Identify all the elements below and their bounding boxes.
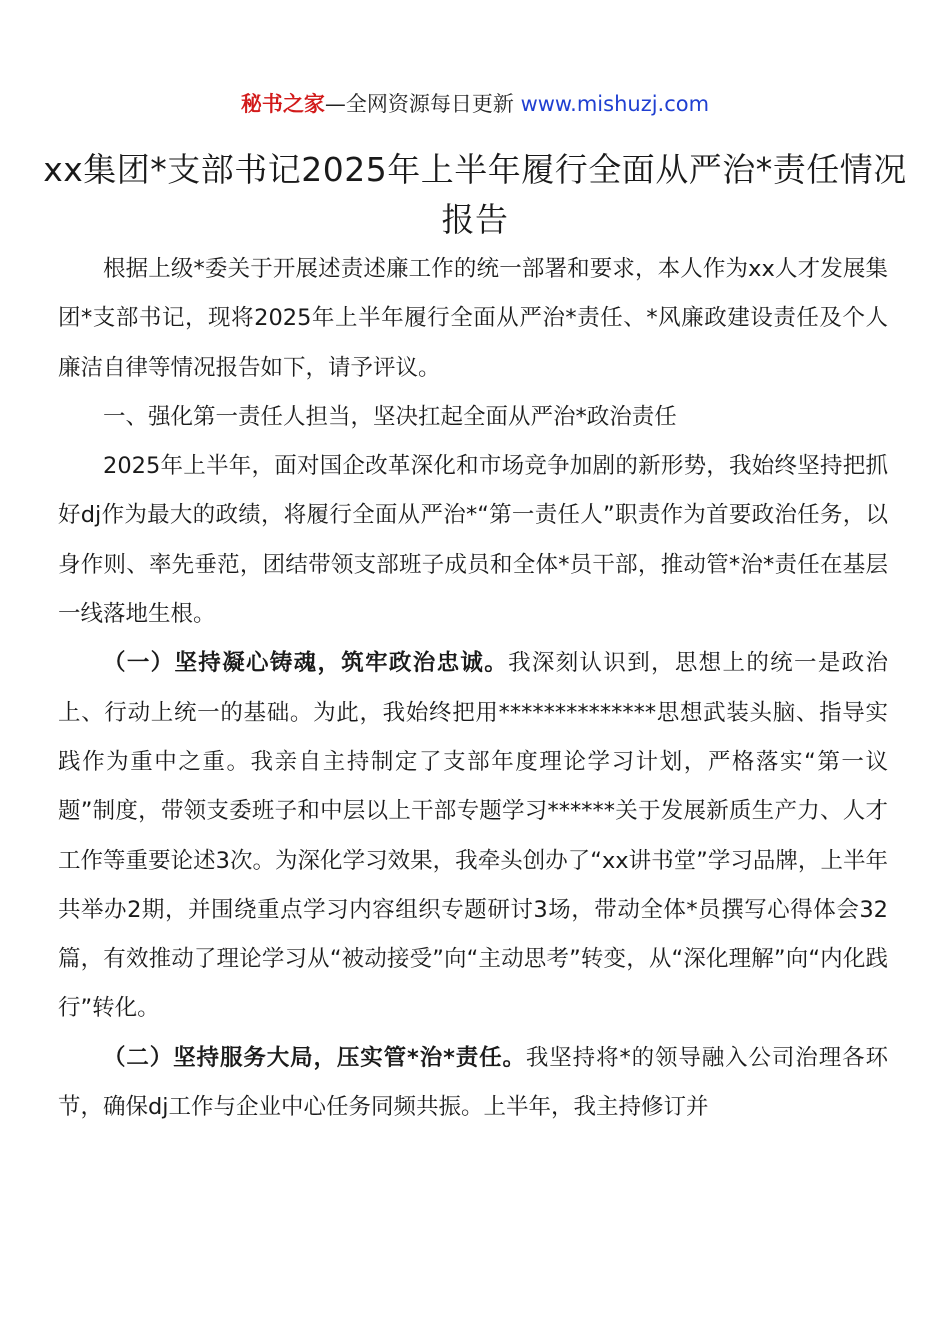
paragraph-lead: （二）坚持服务大局，压实管*治*责任。 xyxy=(103,1044,526,1071)
banner-tagline: —全网资源每日更新 xyxy=(324,92,521,116)
paragraph xyxy=(58,442,888,639)
paragraph-text: 我坚持将*的领导融入公司治理各环节，确保dj工作与企业中心任务同频共振。上半年，我主持修订并 xyxy=(58,1044,888,1121)
paragraph xyxy=(58,639,888,1033)
section-heading xyxy=(58,393,888,442)
paragraph-text: 一、强化第一责任人担当，坚决扛起全面从严治*政治责任 xyxy=(103,403,677,430)
paragraph xyxy=(58,1034,888,1133)
document-body xyxy=(58,245,888,1132)
paragraph-text: 根据上级*委关于开展述责述廉工作的统一部署和要求，本人作为xx人才发展集团*支部书记，现将2025年上半年履行全面从严治*责任、*风廉政建设责任及个人廉洁自律等情况报告如下，请予评议。 xyxy=(58,256,888,381)
document-title: xx集团*支部书记2025年上半年履行全面从严治*责任情况报告 xyxy=(43,150,907,239)
paragraph-lead: （一）坚持凝心铸魂，筑牢政治忠诚。 xyxy=(103,650,509,677)
site-url-link[interactable]: www.mishuzj.com xyxy=(520,92,710,116)
paragraph-text: 我深刻认识到，思想上的统一是政治上、行动上统一的基础。为此，我始终把用**************思想武装头脑、指导实践作为重中之重。我亲自主持制定了支部年度理论学习计划，严格落实“第一议题”制度，带领支委班子和中层以上干部专题学习******关于发展新质生产力、人才工作等重要论述3次。为深化学习效果，我牵头创办了“xx讲书堂”学习品牌，上半年共举办2期，并围绕重点学习内容组织专题研讨3场，带动全体*员撰写心得体会32篇，有效推动了理论学习从“被动接受”向“主动思考”转变，从“深化理解”向“内化践行”转化。 xyxy=(58,650,888,1022)
site-banner xyxy=(0,88,950,120)
paragraph xyxy=(58,245,888,393)
brand-name: 秘书之家 xyxy=(240,92,325,116)
paragraph-text: 2025年上半年，面对国企改革深化和市场竞争加剧的新形势，我始终坚持把抓好dj作为最大的政绩，将履行全面从严治*“第一责任人”职责作为首要政治任务，以身作则、率先垂范，团结带领支部班子成员和全体*员干部，推动管*治*责任在基层一线落地生根。 xyxy=(58,453,888,628)
